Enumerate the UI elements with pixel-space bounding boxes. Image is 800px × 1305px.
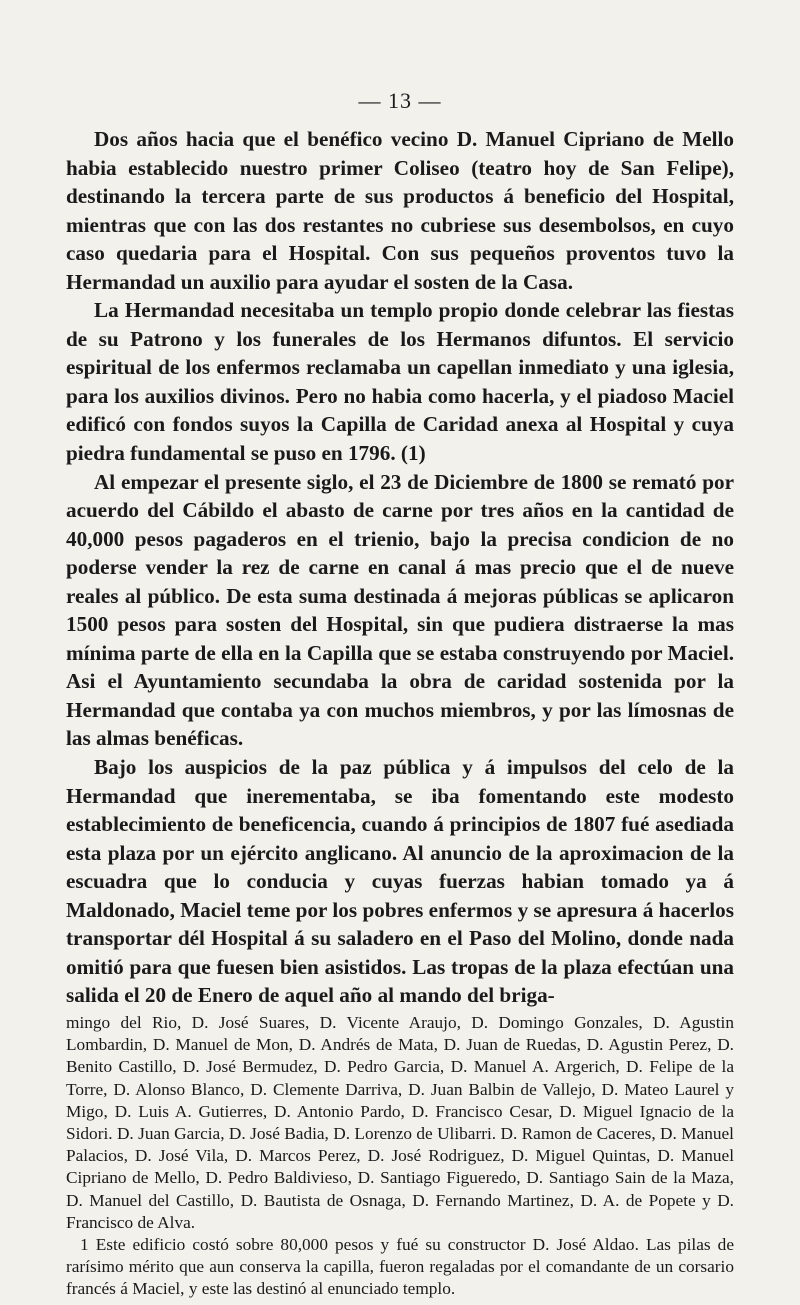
- main-text: [66, 125, 734, 1010]
- paragraph: Dos años hacia que el benéfico vecino D. Manuel Cipriano de Mello habia establecido nuestro primer Coliseo (teatro hoy de San Felipe), destinando la tercera parte de sus productos á beneficio del Hospital, mientras que con las dos restantes no cubriese sus desembolsos, en cuyo caso quedaria para el Hospital. Con sus pequeños proventos tuvo la Hermandad un auxilio para ayudar el sosten de la Casa.: [66, 127, 734, 294]
- paragraph: Al empezar el presente siglo, el 23 de Diciembre de 1800 se remató por acuerdo del Cábildo el abasto de carne por tres años en la cantidad de 40,000 pesos pagaderos en el trienio, bajo la precisa condicion de no poderse vender la rez de carne en canal á mas precio que el de nueve reales al público. De esta suma destinada á mejoras públicas se aplicaron 1500 pesos para sosten del Hospital, sin que pudiera distraerse la mas mínima parte de ella en la Capilla que se estaba construyendo por Maciel. Asi el Ayuntamiento secundaba la obra de caridad sostenida por la Hermandad que contaba ya con muchos miembros, y por las límosnas de las almas benéficas.: [66, 469, 734, 751]
- paragraph: Bajo los auspicios de la paz pública y á impulsos del celo de la Hermandad que inerementaba, se iba fomentando este modesto establecimiento de beneficencia, cuando á principios de 1807 fué asediada esta plaza por un ejército anglicano. Al anuncio de la aproximacion de la escuadra que lo conducia y cuyas fuerzas habian tomado ya á Maldonado, Maciel teme por los pobres enfermos y se apresura á hacerlos transportar dél Hospital á su saladero en el Paso del Molino, donde nada omitió para que fuesen bien asistidos. Las tropas de la plaza efectúan una salida el 20 de Enero de aquel año al mando del briga-: [66, 755, 734, 1008]
- page-number: — 13 —: [358, 88, 442, 113]
- footnotes: [66, 1012, 734, 1301]
- footnote-1: 1 Este edificio costó sobre 80,000 pesos y fué su constructor D. José Aldao. Las pilas de rarísimo mérito que aun conserva la capilla, fueron regaladas por el comandante de un corsario francés á Maciel, y este las destinó al enunciado templo.: [66, 1235, 734, 1299]
- footnote-continuation: mingo del Rio, D. José Suares, D. Vicente Araujo, D. Domingo Gonzales, D. Agustin Lombardin, D. Manuel de Mon, D. Andrés de Mata, D. Juan de Ruedas, D. Agustin Perez, D. Benito Castillo, D. José Bermudez, D. Pedro Garcia, D. Manuel A. Argerich, D. Felipe de la Torre, D. Alonso Blanco, D. Clemente Darriva, D. Juan Balbin de Vallejo, D. Mateo Laurel y Migo, D. Luis A. Gutierres, D. Antonio Pardo, D. Francisco Cesar, D. Miguel Ignacio de la Sidori. D. Juan Garcia, D. José Badia, D. Lorenzo de Ulibarri. D. Ramon de Caceres, D. Manuel Palacios, D. José Vila, D. Marcos Perez, D. José Rodriguez, D. Miguel Quintas, D. Manuel Cipriano de Mello, D. Pedro Baldivieso, D. Santiago Figueredo, D. Santiago Sain de la Maza, D. Manuel del Castillo, D. Bautista de Osnaga, D. Fernando Martinez, D. A. de Popete y D. Francisco de Alva.: [66, 1013, 734, 1232]
- paragraph: La Hermandad necesitaba un templo propio donde celebrar las fiestas de su Patrono y los funerales de los Hermanos difuntos. El servicio espiritual de los enfermos reclamaba un capellan inmediato y una iglesia, para los auxilios divinos. Pero no habia como hacerla, y el piadoso Maciel edificó con fondos suyos la Capilla de Caridad anexa al Hospital y cuya piedra fundamental se puso en 1796. (1): [66, 298, 734, 466]
